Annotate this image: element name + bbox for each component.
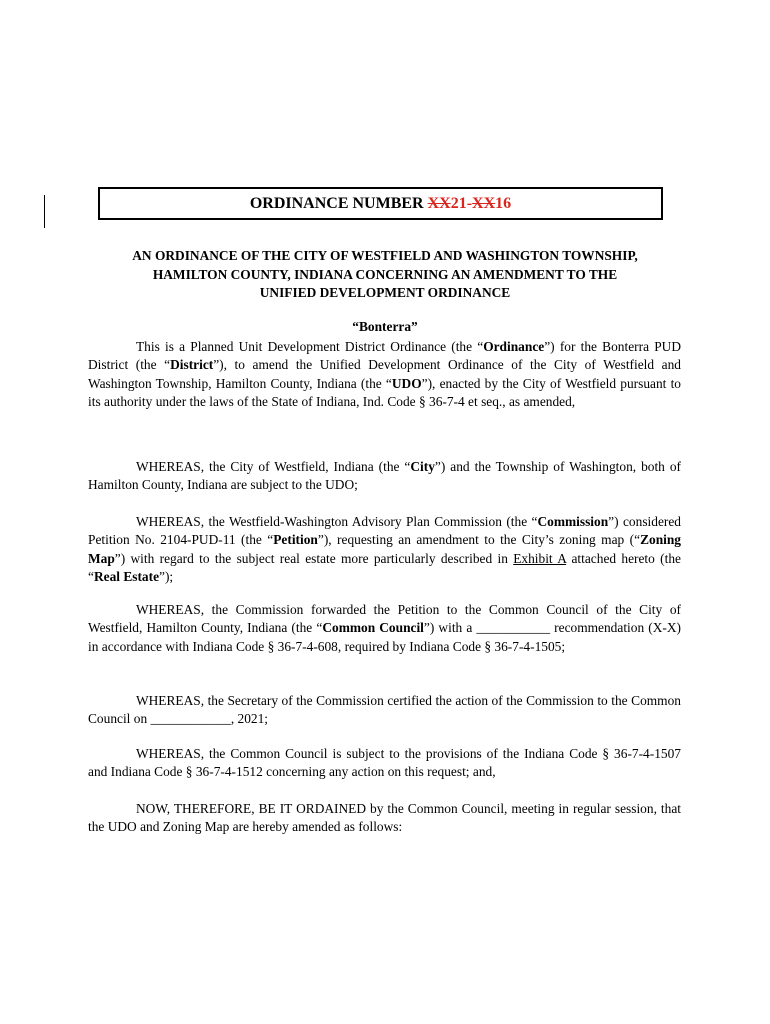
text-run: ”), requesting an amendment to the City’s zoning map (“ [317,532,641,548]
whereas-forwarded-paragraph [88,601,681,656]
text-run: ”) for the Bonterra PUD District (the “ [88,339,682,373]
exhibit-reference: Exhibit A [513,550,567,566]
heading-line-1: AN ORDINANCE OF THE CITY OF WESTFIELD AND WASHINGTON TOWNSHIP, [132,248,638,263]
text-run: WHEREAS, the Secretary of the Commission certified the action of the Commission to the Common Council on ____________, 2021; [88,693,681,727]
defined-term: Real Estate [93,568,160,584]
defined-term: Ordinance [483,339,545,354]
text-run: ”) with a ___________ recommendation (X-X) in accordance with Indiana Code § 36-7-4-608, required by Indiana Code § 36-7-4-1505; [88,620,681,654]
title-inserted-number: 16 [495,195,512,212]
defined-term: Petition [273,532,318,548]
whereas-provisions-paragraph [88,745,681,782]
defined-term: Commission [537,514,609,529]
title-deleted-number: XX [472,195,496,212]
text-run: This is a Planned Unit Development District Ordinance (the “ [136,339,484,354]
text-run: ”) with regard to the subject real estate more particularly described in [114,550,514,566]
text-run: attached hereto (the “ [88,550,681,584]
text-run: WHEREAS, the Commission forwarded the Petition to the Common Council of the City of Westfield, Hamilton County, Indiana (the “ [88,602,681,636]
title-deleted-year: XX [427,195,451,212]
ordained-paragraph [88,800,681,837]
whereas-commission-paragraph [88,513,681,586]
text-run: ”), to amend the Unified Development Ordinance of the City of Westfield and Washington Township, Hamilton County, Indiana (the “ [88,357,681,391]
text-run: WHEREAS, the Common Council is subject to the provisions of the Indiana Code § 36-7-4-1507 and Indiana Code § 36-7-4-1512 concerning any action on this request; and, [88,746,681,780]
text-run: ”), enacted by the City of Westfield pursuant to its authority under the laws of the State of Indiana, Ind. Code § 36-7-4 et seq., as amended, [88,375,681,409]
title-prefix: ORDINANCE NUMBER [249,195,428,212]
whereas-city-paragraph [88,458,681,495]
text-run: WHEREAS, the Westfield-Washington Advisory Plan Commission (the “ [136,514,538,529]
text-run: WHEREAS, the City of Westfield, Indiana (the “ [136,459,411,474]
intro-paragraph [88,338,681,411]
revision-change-bar [44,195,45,228]
whereas-secretary-paragraph [88,692,681,729]
defined-term: Zoning Map [88,532,681,566]
heading-line-2: HAMILTON COUNTY, INDIANA CONCERNING AN AMENDMENT TO THE [152,266,618,282]
defined-term: City [410,459,435,474]
defined-term: UDO [391,375,422,391]
defined-term: Common Council [322,620,424,636]
text-run: ”) considered Petition No. 2104-PUD-11 (the “ [88,514,681,548]
heading-line-3: UNIFIED DEVELOPMENT ORDINANCE [259,285,511,300]
text-run: NOW, THEREFORE, BE IT ORDAINED by the Common Council, meeting in regular session, that the UDO and Zoning Map are hereby amended as follows: [88,801,681,835]
title-inserted-year: 21 [450,195,467,212]
ordinance-title-box [98,187,663,220]
defined-term: District [170,357,214,373]
text-run: ”); [159,568,174,584]
title-dash: - [466,195,473,212]
project-name: “Bonterra” [352,319,418,334]
ordinance-heading [88,247,682,303]
text-run: ”) and the Township of Washington, both of Hamilton County, Indiana are subject to the UDO; [88,459,681,493]
